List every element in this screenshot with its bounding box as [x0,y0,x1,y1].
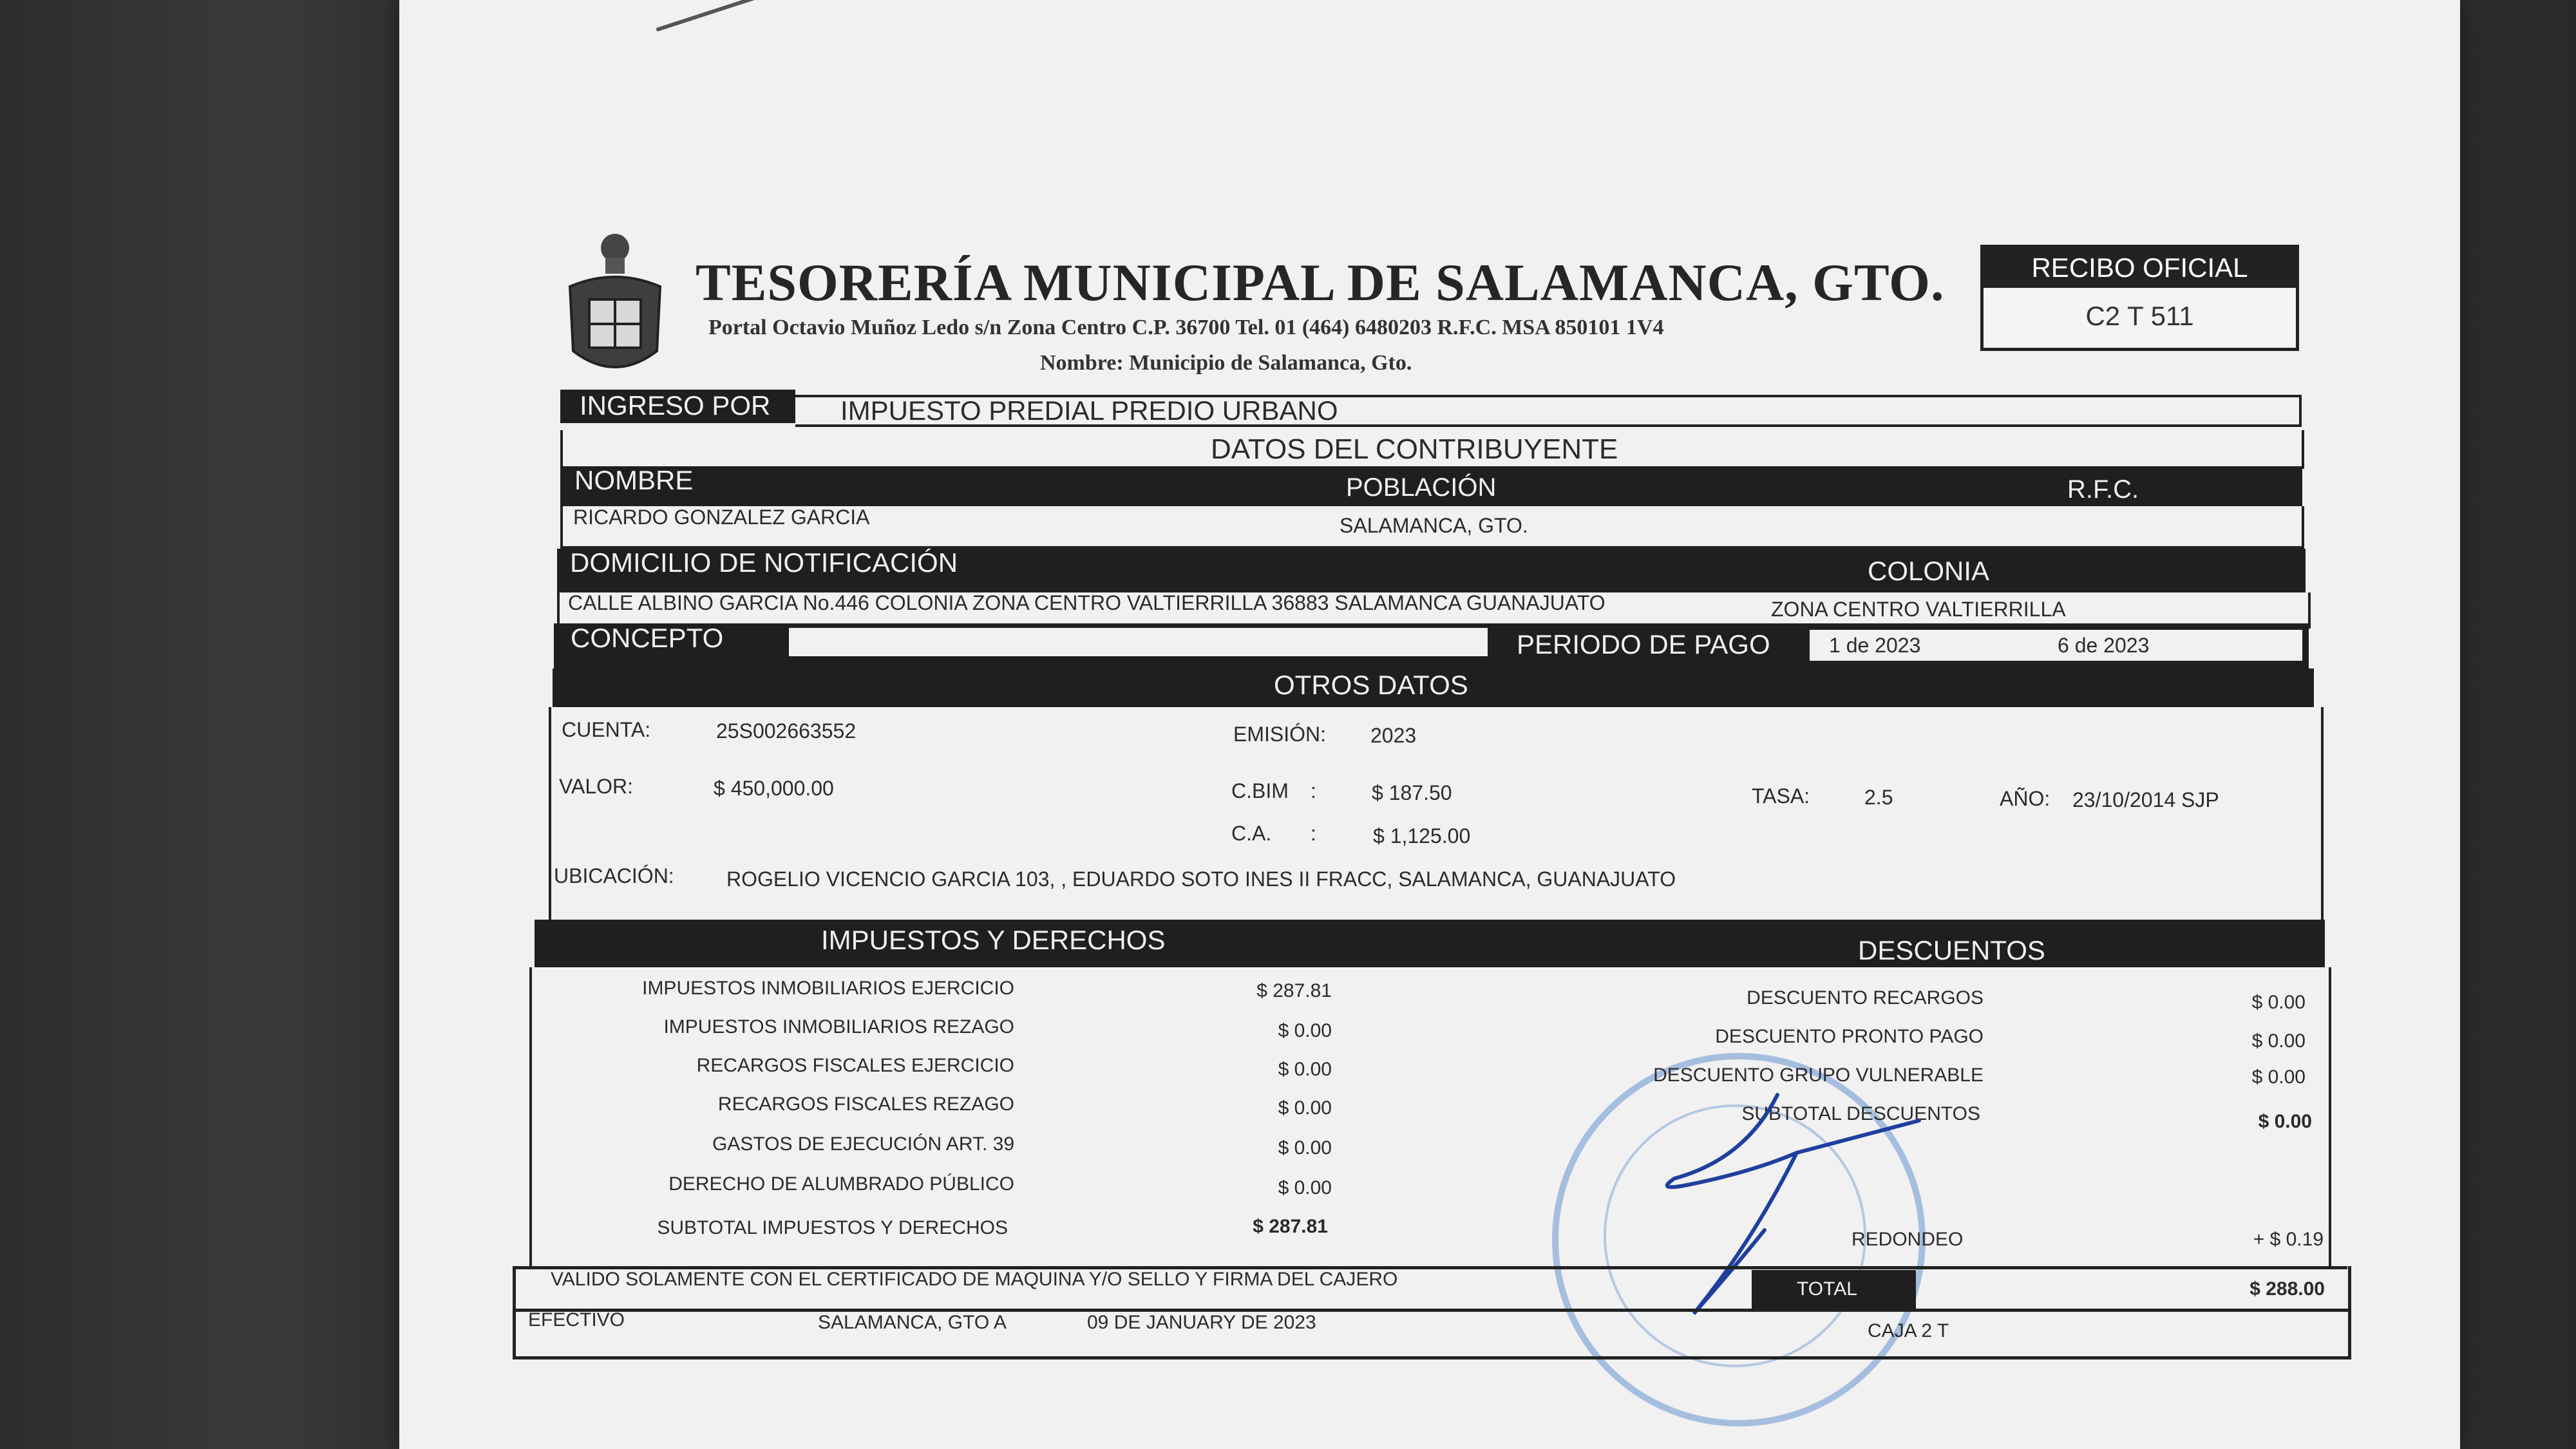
impuestos-subtotal-value: $ 287.81 [1253,1216,1328,1237]
otros-title: OTROS DATOS [1274,670,1468,700]
impuesto-label: RECARGOS FISCALES EJERCICIO [696,1055,1014,1076]
impuesto-value: $ 287.81 [1256,980,1332,1001]
receipt-number: C2 T 511 [2085,301,2194,331]
poblacion-value: SALAMANCA, GTO. [1340,514,1528,537]
impuesto-value: $ 0.00 [1278,1020,1332,1041]
emision-value: 2023 [1370,724,1417,747]
receipt-label: RECIBO OFICIAL [1984,248,2296,288]
emision-label: EMISIÓN: [1233,723,1327,746]
impuestos-subtotal-label: SUBTOTAL IMPUESTOS Y DERECHOS [657,1217,1008,1238]
validez-text: VALIDO SOLAMENTE CON EL CERTIFICADO DE MAQUINA Y/O SELLO Y FIRMA DEL CAJERO [551,1269,1398,1290]
lugar: SALAMANCA, GTO A [818,1312,1007,1333]
header-name-line: Nombre: Municipio de Salamanca, Gto. [1040,351,1412,375]
concepto-label: CONCEPTO [571,623,724,653]
descuento-label: DESCUENTO RECARGOS [1747,987,1984,1009]
receipt-box [1980,245,2299,351]
impuestos-header-band [535,920,2325,967]
contribuyente-title: DATOS DEL CONTRIBUYENTE [1211,433,1618,465]
poblacion-label: POBLACIÓN [1346,473,1497,502]
valor-label: VALOR: [559,775,633,798]
impuesto-label: GASTOS DE EJECUCIÓN ART. 39 [712,1133,1014,1155]
anio-value: 23/10/2014 SJP [2072,788,2219,811]
ca-label: C.A. [1231,822,1272,845]
cbim-value: $ 187.50 [1372,781,1452,804]
descuentos-subtotal-value: $ 0.00 [2258,1111,2312,1132]
ubicacion-label: UBICACIÓN: [554,864,674,887]
fecha: 09 DE JANUARY DE 2023 [1087,1312,1316,1333]
cuenta-value: 25S002663552 [716,719,857,743]
domicilio-label: DOMICILIO DE NOTIFICACIÓN [570,547,958,578]
nombre-value: RICARDO GONZALEZ GARCIA [573,506,870,529]
footer-box [513,1266,2351,1359]
descuento-value: $ 0.00 [2251,1030,2306,1052]
colonia-value: ZONA CENTRO VALTIERRILLA [1771,598,2066,621]
impuesto-label: RECARGOS FISCALES REZAGO [717,1094,1014,1115]
header-address: Portal Octavio Muñoz Ledo s/n Zona Centro C.P. 36700 Tel. 01 (464) 6480203 R.F.C. MSA 850101 1V4 [708,316,1664,339]
valor-value: $ 450,000.00 [714,777,834,800]
nombre-label: NOMBRE [574,465,694,495]
descuento-value: $ 0.00 [2251,1066,2306,1088]
impuesto-value: $ 0.00 [1278,1059,1332,1080]
cuenta-label: CUENTA: [562,718,651,741]
impuesto-value: $ 0.00 [1278,1097,1332,1119]
descuentos-subtotal-label: SUBTOTAL DESCUENTOS [1741,1103,1980,1124]
ingreso-label: INGRESO POR [580,390,771,421]
colonia-label: COLONIA [1868,556,1990,586]
impuesto-label: DERECHO DE ALUMBRADO PÚBLICO [668,1173,1014,1195]
descuento-value: $ 0.00 [2251,992,2306,1013]
forma-pago: EFECTIVO [528,1309,625,1331]
descuento-label: DESCUENTO PRONTO PAGO [1715,1026,1984,1047]
tasa-label: TASA: [1752,784,1810,808]
redondeo-label: REDONDEO [1852,1229,1964,1250]
anio-label: AÑO: [2000,787,2050,810]
concepto-value-box [789,628,1488,656]
domicilio-value: CALLE ALBINO GARCIA No.446 COLONIA ZONA CENTRO VALTIERRILLA 36883 SALAMANCA GUANAJUATO [568,591,1605,614]
cbim-label: C.BIM [1231,779,1289,802]
periodo-label: PERIODO DE PAGO [1517,629,1770,659]
periodo-desde: 1 de 2023 [1829,634,1921,657]
descuento-label: DESCUENTO GRUPO VULNERABLE [1653,1065,1984,1086]
descuentos-title: DESCUENTOS [1858,935,2045,965]
ca-colon: : [1311,822,1316,845]
rfc-label: R.F.C. [2067,475,2139,504]
impuesto-value: $ 0.00 [1278,1177,1332,1198]
tasa-value: 2.5 [1864,786,1893,809]
periodo-hasta: 6 de 2023 [2058,634,2150,657]
redondeo-value: + $ 0.19 [2253,1229,2324,1250]
ca-value: $ 1,125.00 [1373,824,1471,848]
ubicacion-value: ROGELIO VICENCIO GARCIA 103, , EDUARDO SOTO INES II FRACC, SALAMANCA, GUANAJUATO [726,867,1676,891]
impuesto-label: IMPUESTOS INMOBILIARIOS EJERCICIO [642,978,1014,999]
impuesto-value: $ 0.00 [1278,1137,1332,1159]
page-title: TESORERÍA MUNICIPAL DE SALAMANCA, GTO. [696,253,1945,312]
impuestos-title: IMPUESTOS Y DERECHOS [821,925,1166,955]
coat-of-arms-logo [560,229,670,383]
total-value: $ 288.00 [2249,1278,2325,1300]
ingreso-value: IMPUESTO PREDIAL PREDIO URBANO [840,395,1338,426]
cbim-colon: : [1311,779,1316,802]
total-label: TOTAL [1797,1278,1857,1300]
caja: CAJA 2 T [1868,1320,1949,1341]
impuesto-label: IMPUESTOS INMOBILIARIOS REZAGO [663,1016,1014,1037]
